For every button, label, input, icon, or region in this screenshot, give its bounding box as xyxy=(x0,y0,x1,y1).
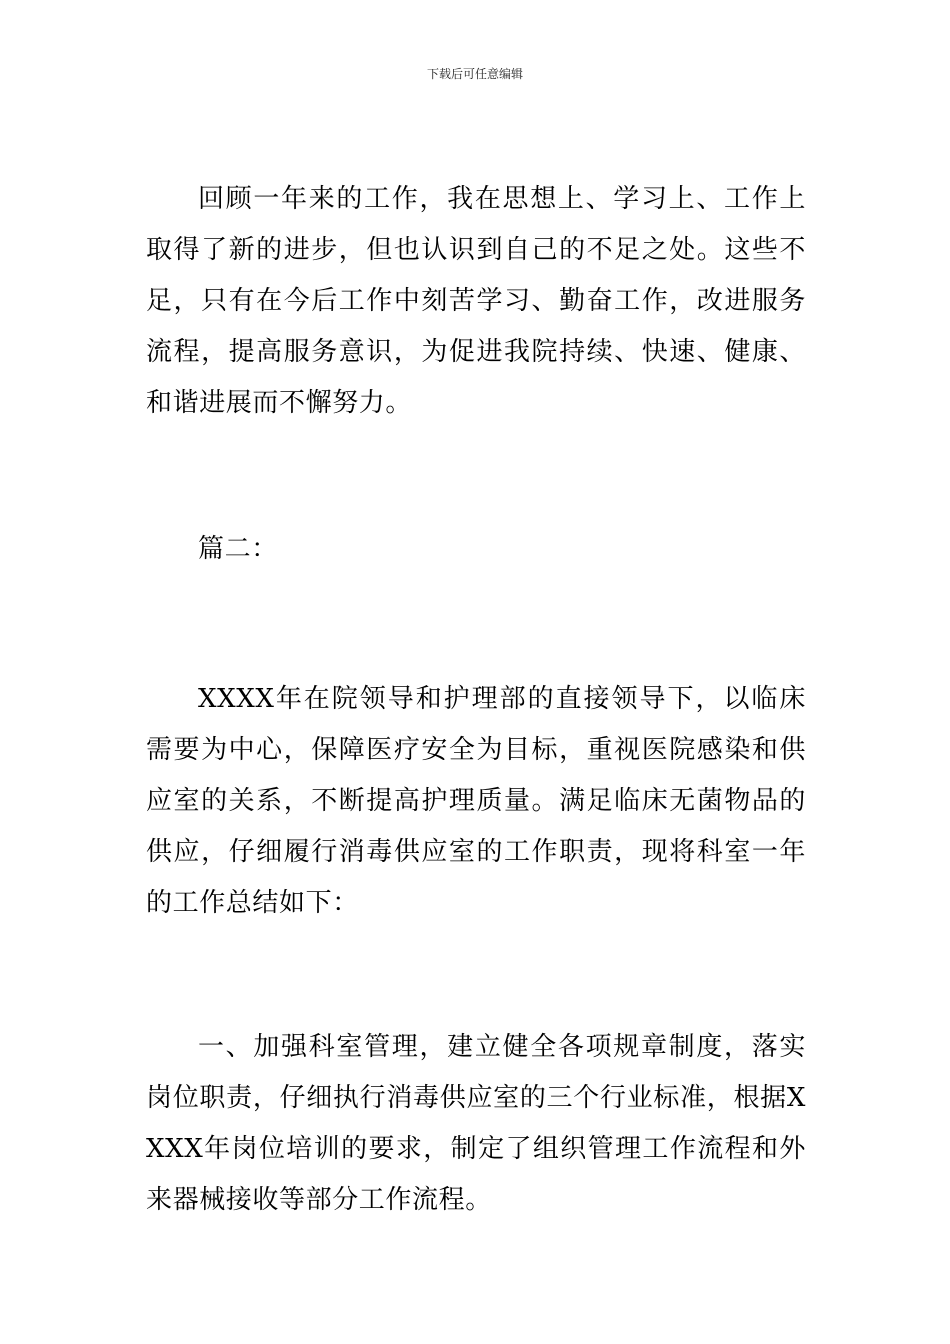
section-heading-part-two: 篇二： xyxy=(198,534,278,564)
page-header-note: 下载后可任意编辑 xyxy=(426,67,523,81)
paragraph-review: 回顾一年来的工作，我在思想上、学习上、工作上取得了新的进步，但也认识到自己的不足之处。这些不足，只有在今后工作中刻苦学习、勤奋工作，改进服务流程，提高服务意识，为促进我院持续、快速、健康、和谐进展而不懈努力。 xyxy=(146,184,806,418)
paragraph-item-one: 一、加强科室管理，建立健全各项规章制度，落实岗位职责，仔细执行消毒供应室的三个行业标准，根据XXXX年岗位培训的要求，制定了组织管理工作流程和外来器械接收等部分工作流程。 xyxy=(146,1032,806,1215)
paragraph-intro: XXXX年在院领导和护理部的直接领导下，以临床需要为中心，保障医疗安全为目标，重视医院感染和供应室的关系，不断提高护理质量。满足临床无菌物品的供应，仔细履行消毒供应室的工作职责，现将科室一年的工作总结如下： xyxy=(146,684,806,918)
